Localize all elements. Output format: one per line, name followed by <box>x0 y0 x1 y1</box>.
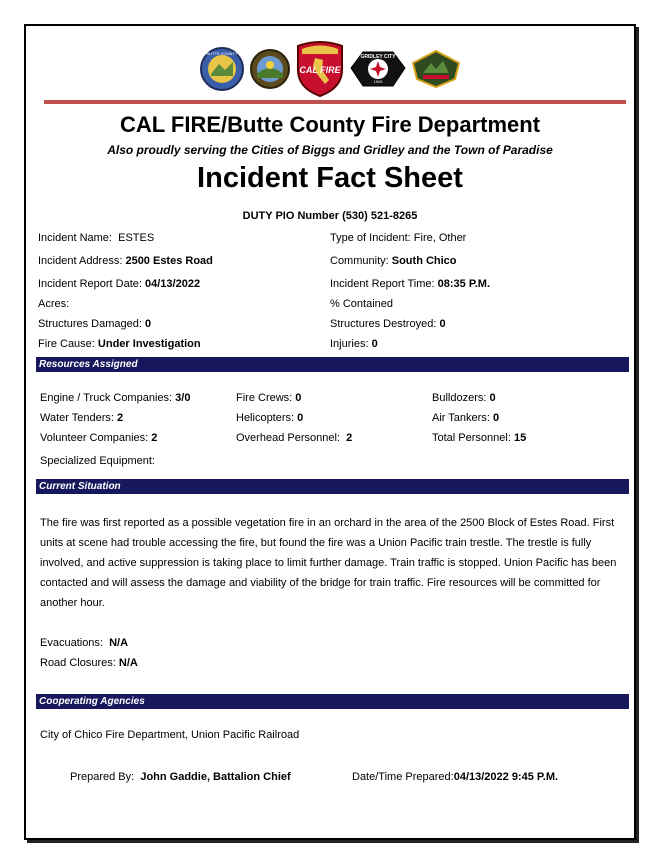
prepared-by-value: John Gaddie, Battalion Chief <box>140 771 291 783</box>
incident-address-label: Incident Address: <box>38 255 123 267</box>
bulldozers-value: 0 <box>489 392 496 404</box>
water-tenders-field <box>40 412 123 424</box>
situation-text: The fire was first reported as a possible vegetation fire in an orchard in the area of the 2500 Block of Estes Road. First units at scene had trouble accessing the fire, but found the fire was a Union Pacific train trestle. The trestle is fully involved, and active suppression is taking place to limit further damage. Train traffic is stopped. Union Pacific has been contacted and will assess the damage and viability of the bridge for train traffic. Fire resources will be committed for another hour. <box>40 517 617 609</box>
structures-destroyed-field <box>330 318 446 330</box>
injuries-value: 0 <box>371 338 378 350</box>
situation-heading: Current Situation <box>36 479 629 494</box>
incident-time-value: 08:35 P.M. <box>437 278 491 290</box>
structures-damaged-label: Structures Damaged: <box>38 318 142 330</box>
incident-date-value: 04/13/2022 <box>145 278 201 290</box>
agency-logos <box>26 40 634 98</box>
butte-county-seal-icon <box>199 46 245 92</box>
volunteer-value: 2 <box>151 432 158 444</box>
total-personnel-field <box>432 432 526 444</box>
cooperating-agencies-text: City of Chico Fire Department, Union Pacific Railroad <box>40 729 300 741</box>
incident-address-field <box>38 255 213 267</box>
date-prepared-field <box>352 771 558 783</box>
header-divider <box>44 100 626 104</box>
butte-seal-text: BUTTE COUNTY <box>206 51 238 56</box>
water-tenders-value: 2 <box>117 412 124 424</box>
department-subtitle: Also proudly serving the Cities of Biggs and Gridley and the Town of Paradise <box>107 143 553 157</box>
structures-destroyed-value: 0 <box>439 318 446 330</box>
evacuations-value: N/A <box>109 637 129 649</box>
bulldozers-field <box>432 392 496 404</box>
structures-damaged-value: 0 <box>145 318 152 330</box>
cooperating-heading: Cooperating Agencies <box>36 694 629 709</box>
contained-field <box>330 298 393 310</box>
overhead-field <box>236 432 352 444</box>
air-tankers-field <box>432 412 499 424</box>
bulldozers-label: Bulldozers: <box>432 392 487 404</box>
resources-heading: Resources Assigned <box>36 357 629 372</box>
community-value: South Chico <box>391 255 457 267</box>
evacuations-label: Evacuations: <box>40 637 103 649</box>
helicopters-value: 0 <box>297 412 304 424</box>
volunteer-label: Volunteer Companies: <box>40 432 149 444</box>
incident-time-field <box>330 278 490 290</box>
road-closures-value: N/A <box>118 657 138 669</box>
helicopters-field <box>236 412 303 424</box>
date-prepared-value: 04/13/2022 9:45 P.M. <box>453 771 559 783</box>
engine-field <box>40 392 190 404</box>
acres-label: Acres: <box>38 298 70 310</box>
fire-crews-value: 0 <box>295 392 302 404</box>
prepared-by-label: Prepared By: <box>70 771 135 783</box>
calfire-shield-icon <box>295 40 345 98</box>
overhead-label: Overhead Personnel: <box>236 432 340 444</box>
air-tankers-label: Air Tankers: <box>432 412 490 424</box>
incident-date-label: Incident Report Date: <box>38 278 142 290</box>
page-title: Incident Fact Sheet <box>197 162 463 194</box>
fire-crews-label: Fire Crews: <box>236 392 293 404</box>
evacuations-field <box>40 637 128 649</box>
acres-field <box>38 298 69 310</box>
total-personnel-value: 15 <box>513 432 527 444</box>
fire-cause-value: Under Investigation <box>97 338 201 350</box>
air-tankers-value: 0 <box>492 412 500 424</box>
overhead-value: 2 <box>346 432 353 444</box>
fire-crews-field <box>236 392 301 404</box>
incident-date-field <box>38 278 200 290</box>
incident-name-label: Incident Name: <box>38 232 112 244</box>
gridley-badge-icon <box>349 48 407 90</box>
road-closures-label: Road Closures: <box>40 657 116 669</box>
fire-cause-label: Fire Cause: <box>38 338 95 350</box>
department-name: CAL FIRE/Butte County Fire Department <box>119 112 541 137</box>
gridley-badge-text: GRIDLEY CITY <box>360 54 396 60</box>
incident-type-value: Fire, Other <box>413 232 467 244</box>
calfire-logo-text: CAL FIRE <box>299 65 341 75</box>
volunteer-field <box>40 432 157 444</box>
pio-number: DUTY PIO Number (530) 521-8265 <box>242 210 418 222</box>
injuries-label: Injuries: <box>330 338 369 350</box>
community-label: Community: <box>330 255 389 267</box>
structures-damaged-field <box>38 318 151 330</box>
specialized-equipment-field <box>40 455 155 467</box>
helicopters-label: Helicopters: <box>236 412 295 424</box>
total-personnel-label: Total Personnel: <box>432 432 511 444</box>
incident-name-value: ESTES <box>118 232 155 244</box>
water-tenders-label: Water Tenders: <box>40 412 114 424</box>
specialized-equipment-label: Specialized Equipment: <box>40 455 155 467</box>
prepared-by-field <box>70 771 291 783</box>
incident-type-field <box>330 232 466 244</box>
structures-destroyed-label: Structures Destroyed: <box>330 318 437 330</box>
engine-value: 3/0 <box>175 392 191 404</box>
contained-label: % Contained <box>330 298 393 310</box>
injuries-field <box>330 338 378 350</box>
incident-type-label: Type of Incident: <box>330 232 411 244</box>
incident-address-value: 2500 Estes Road <box>125 255 213 267</box>
incident-time-label: Incident Report Time: <box>330 278 435 290</box>
biggs-seal-icon <box>249 48 291 90</box>
fire-cause-field <box>38 338 201 350</box>
paradise-patch-icon <box>411 49 461 89</box>
road-closures-field <box>40 657 138 669</box>
gridley-badge-year: 1905 <box>373 79 383 84</box>
engine-label: Engine / Truck Companies: <box>40 392 173 404</box>
fact-sheet-page <box>24 24 636 840</box>
incident-name-field <box>38 232 154 244</box>
community-field <box>330 255 457 267</box>
date-prepared-label: Date/Time Prepared: <box>352 771 454 783</box>
